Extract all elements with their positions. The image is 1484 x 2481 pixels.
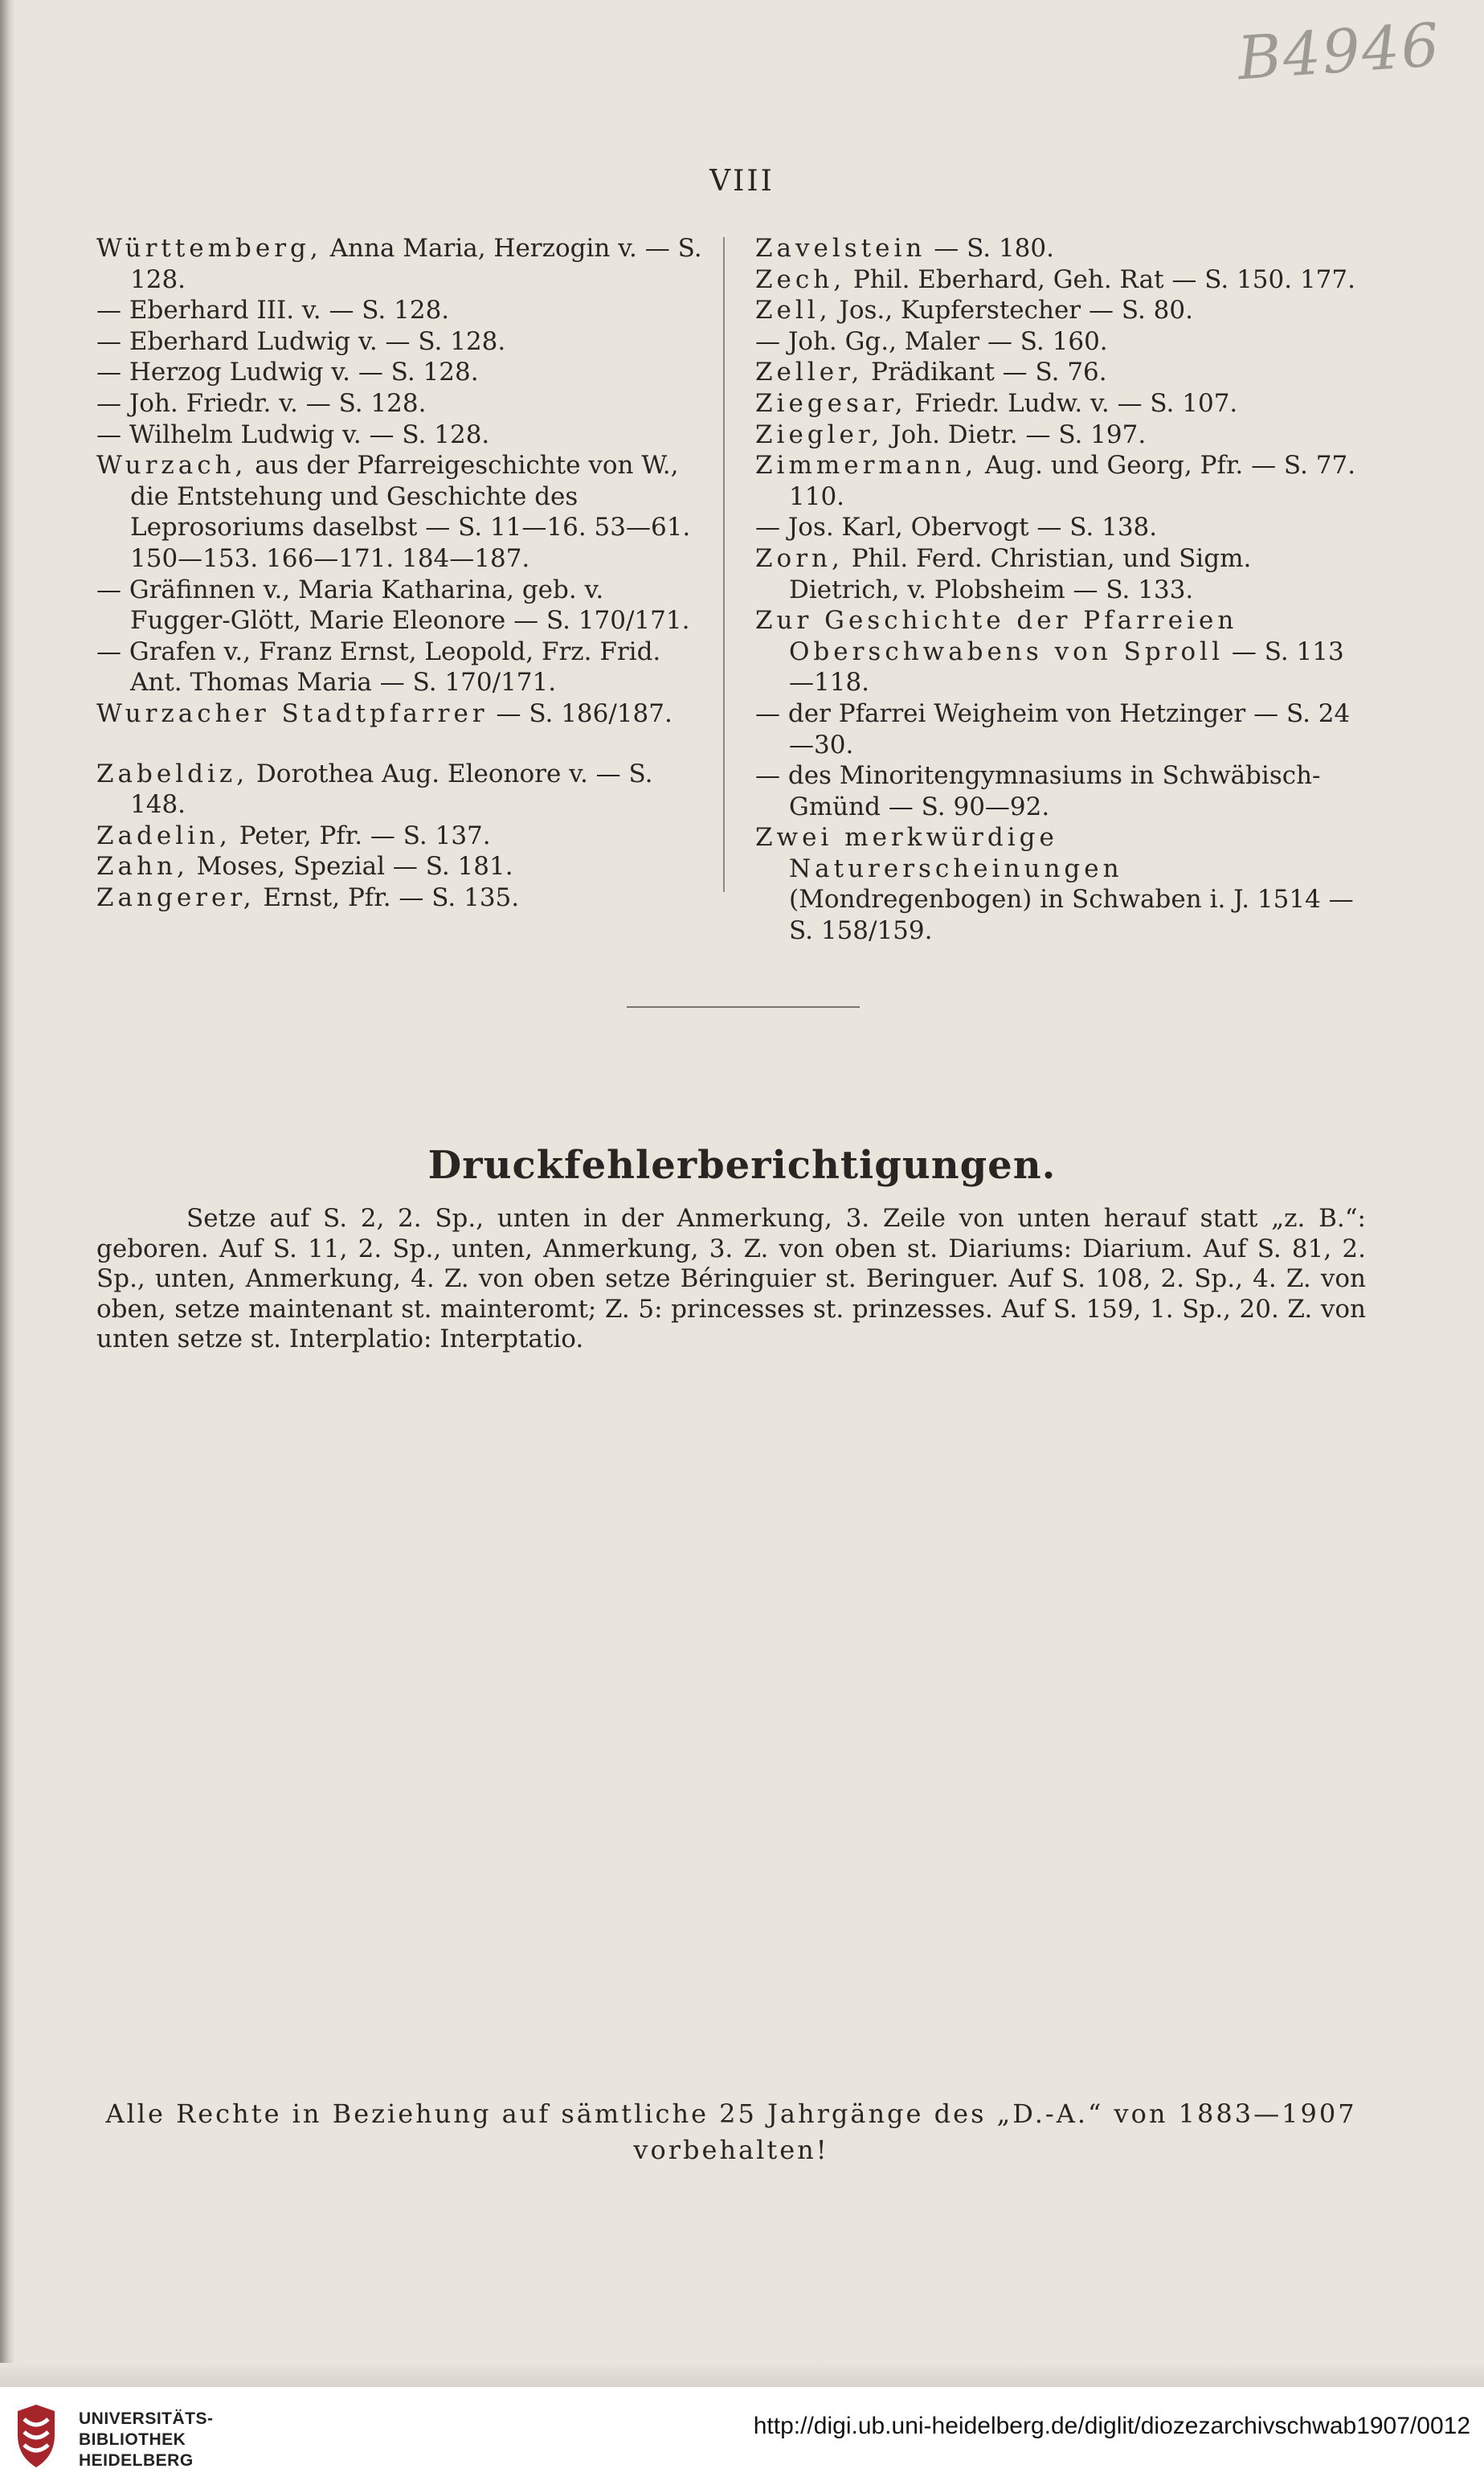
index-entry-text: — Jos. Karl, Obervogt — S. 138. xyxy=(755,513,1158,542)
index-entry-text: — Eberhard III. v. — S. 128. xyxy=(96,296,450,325)
index-entry-text: (Mondregenbogen) in Schwaben i. J. 1514 — S. 158/159. xyxy=(789,885,1354,946)
index-entry-text: — Joh. Friedr. v. — S. 128. xyxy=(96,388,427,418)
index-entry-text: — des Minoritengymnasiums in Schwäbisch-Gmünd — S. 90—92. xyxy=(755,761,1321,821)
page-number: VIII xyxy=(709,165,775,198)
index-entry xyxy=(755,543,1366,605)
index-entry xyxy=(96,575,707,637)
index-entry-text: Moses, Spezial — S. 181. xyxy=(188,852,513,882)
index-entry xyxy=(755,822,1366,946)
index-entry xyxy=(96,882,707,914)
index-entry-text: — S. 186/187. xyxy=(488,698,673,728)
index-entry xyxy=(96,759,707,821)
index-entry-text: — Joh. Gg., Maler — S. 160. xyxy=(755,326,1108,356)
page-edge xyxy=(0,0,14,2387)
index-entry-text: — Grafen v., Franz Ernst, Leopold, Frz. Frid. Ant. Thomas Maria — S. 170/171. xyxy=(96,637,661,698)
index-entry-text: Phil. Ferd. Christian, und Sigm. Dietrich, v. Plobsheim — S. 133. xyxy=(789,543,1252,604)
index-entry xyxy=(755,233,1366,264)
index-column-left xyxy=(96,233,707,913)
library-name-line: UNIVERSITÄTS- xyxy=(79,2409,214,2428)
index-entry-text: — der Pfarrei Weigheim von Hetzinger — S. 24—30. xyxy=(755,698,1351,759)
index-entry-head: Ziegler, xyxy=(755,420,884,449)
index-entry xyxy=(96,637,707,698)
source-url-link[interactable]: http://digi.ub.uni-heidelberg.de/diglit/diozezarchivschwab1907/0012 xyxy=(753,2413,1470,2439)
index-entry xyxy=(755,264,1366,296)
index-entry xyxy=(96,233,707,295)
index-entry-text: Prädikant — S. 76. xyxy=(863,358,1107,387)
index-entry-text: — S. 180. xyxy=(926,234,1054,263)
index-entry-head: Württemberg, xyxy=(96,234,322,263)
index-entry xyxy=(755,512,1366,543)
section-title: Druckfehlerberichtigungen. xyxy=(427,1143,1057,1188)
index-entry-head: Zimmermann, xyxy=(755,451,978,481)
index-entry-text: — Herzog Ludwig v. — S. 128. xyxy=(96,358,479,387)
index-entry xyxy=(96,357,707,388)
index-entry-text: — Wilhelm Ludwig v. — S. 128. xyxy=(96,420,490,449)
index-entry-head: Zavelstein xyxy=(755,234,926,263)
index-entry xyxy=(755,605,1366,698)
index-entry-text: Friedr. Ludw. v. — S. 107. xyxy=(906,388,1238,418)
index-entry-head: Zeller, xyxy=(755,358,864,387)
index-entry-head: Ziegesar, xyxy=(755,388,907,418)
index-entry-text: Peter, Pfr. — S. 137. xyxy=(231,821,491,850)
library-name-line: HEIDELBERG xyxy=(79,2451,194,2470)
index-entry-text: Dorothea Aug. Eleonore v. — S. 148. xyxy=(130,759,653,820)
index-entry-head: Wurzach, xyxy=(96,451,247,481)
index-entry xyxy=(96,420,707,451)
index-entry-head: Zadelin, xyxy=(96,821,231,850)
section-separator xyxy=(627,1006,860,1008)
column-divider xyxy=(723,237,725,892)
index-entry xyxy=(96,821,707,852)
index-entry xyxy=(755,450,1366,512)
index-entry xyxy=(96,851,707,882)
corrections-paragraph: Setze auf S. 2, 2. Sp., unten in der Anmerkung, 3. Zeile von unten herauf statt „z. B.“: geboren. Auf S. 11, 2. Sp., unten, Anmerkung, 3. Z. von oben st. Diariums: Diarium. Auf S. 81, 2. Sp., unten, Anmerkung, 4. Z. von oben setze Béringuier st. Beringuer. Auf S. 108, 2. Sp., 4. Z. von oben, setze maintenant st. mainteromt; Z. 5: princesses st. prinzesses. Auf S. 159, 1. Sp., 20. Z. von unten setze st. Interplatio: Interptatio. xyxy=(96,1204,1366,1354)
index-entry xyxy=(755,698,1366,760)
index-entry-head: Zech, xyxy=(755,264,846,294)
index-entry-text: Jos., Kupferstecher — S. 80. xyxy=(831,296,1193,325)
entry-gap xyxy=(96,730,707,759)
index-entry xyxy=(96,326,707,358)
index-entry-text: Anna Maria, Herzogin v. — S. 128. xyxy=(130,234,702,294)
index-entry xyxy=(755,420,1366,451)
index-entry xyxy=(755,760,1366,822)
index-entry xyxy=(96,698,707,730)
index-entry-head: Zabeldiz, xyxy=(96,759,249,788)
index-entry-head: Zangerer, xyxy=(96,882,256,912)
index-entry-head: Zwei merkwürdige Naturerscheinungen xyxy=(755,823,1123,883)
index-entry-text: Aug. und Georg, Pfr. — S. 77. 110. xyxy=(789,451,1356,511)
library-name xyxy=(79,2409,214,2471)
index-entry-head: Wurzacher Stadtpfarrer xyxy=(96,698,489,728)
index-entry xyxy=(96,388,707,420)
index-entry-text: — Gräfinnen v., Maria Katharina, geb. v. Fugger-Glött, Marie Eleonore — S. 170/171. xyxy=(96,575,690,636)
index-entry-head: Zorn, xyxy=(755,543,844,573)
library-logo-icon xyxy=(14,2403,58,2469)
index-entry xyxy=(755,326,1366,358)
index-entry-text: — Eberhard Ludwig v. — S. 128. xyxy=(96,326,506,356)
index-entry xyxy=(755,295,1366,326)
handwritten-shelfmark: B4946 xyxy=(1235,10,1443,94)
rights-notice: Alle Rechte in Beziehung auf sämtliche 25 Jahrgänge des „D.-A.“ von 1883—1907 vorbehalten! xyxy=(105,2098,1357,2165)
page-shadow xyxy=(0,2363,1484,2387)
index-entry-text: — S. 113—118. xyxy=(789,637,1344,698)
index-entry-head: Zell, xyxy=(755,296,832,325)
index-entry-text: Ernst, Pfr. — S. 135. xyxy=(255,882,520,912)
index-entry-head: Zahn, xyxy=(96,852,189,882)
index-entry-text: aus der Pfarreigeschichte von W., die Entstehung und Geschichte des Leprosoriums daselbst — S. 11—16. 53—61. 150—153. 166—171. 184—187. xyxy=(130,451,691,573)
index-entry-text: Phil. Eberhard, Geh. Rat — S. 150. 177. xyxy=(845,264,1355,294)
library-name-line: BIBLIOTHEK xyxy=(79,2430,186,2449)
index-entry-head: Zur Geschichte der Pfarreien Oberschwabens von Sproll xyxy=(755,606,1238,666)
index-entry xyxy=(755,357,1366,388)
index-column-right xyxy=(755,233,1366,947)
index-entry xyxy=(96,450,707,574)
index-entry xyxy=(96,295,707,326)
index-entry xyxy=(755,388,1366,420)
index-entry-text: Joh. Dietr. — S. 197. xyxy=(883,420,1147,449)
